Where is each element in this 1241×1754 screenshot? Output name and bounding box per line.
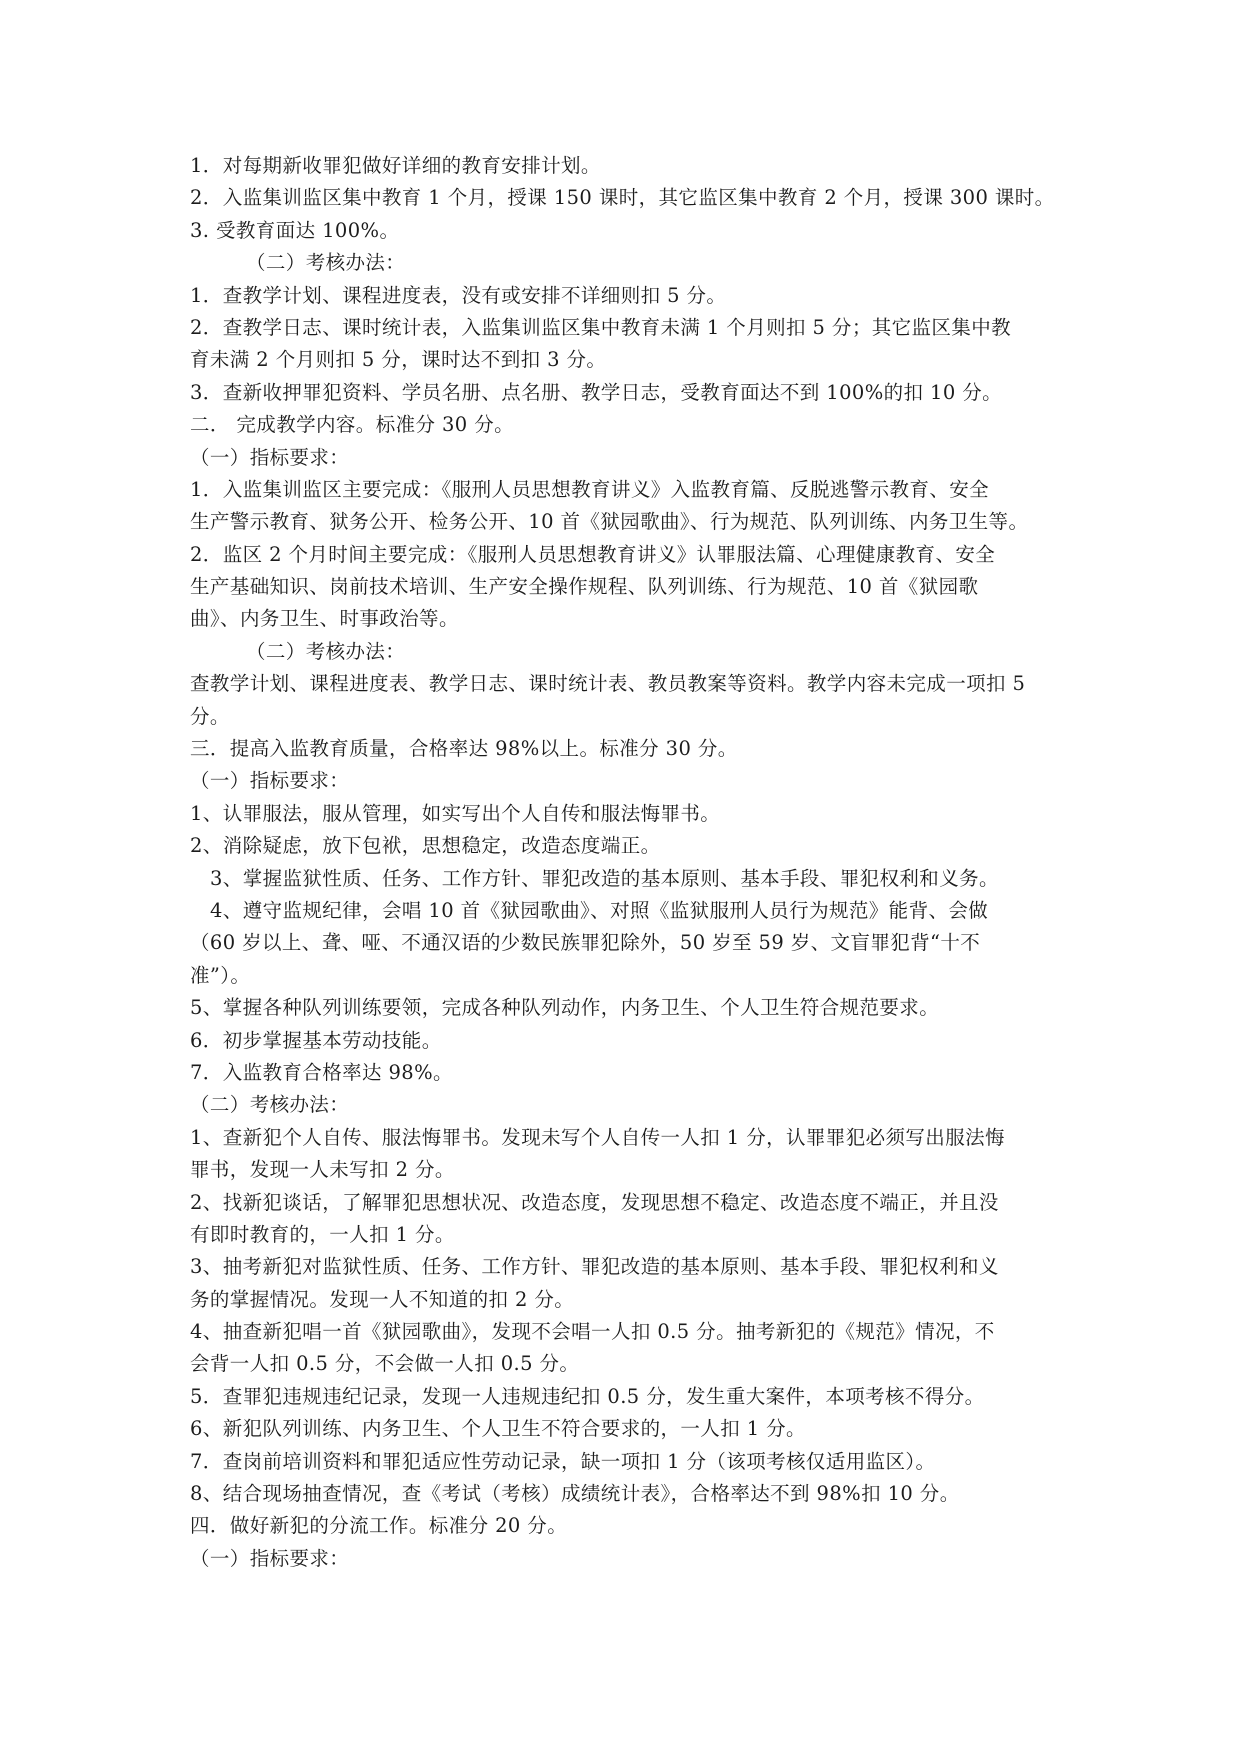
section-heading: 四．做好新犯的分流工作。标准分 20 分。 (190, 1514, 568, 1538)
text-line: 罪书，发现一人未写扣 2 分。 (190, 1158, 455, 1182)
text-line: 2．监区 2 个月时间主要完成：《服刑人员思想教育讲义》认罪服法篇、心理健康教育、安全 (190, 542, 996, 566)
text-line: 3．查新收押罪犯资料、学员名册、点名册、教学日志，受教育面达不到 100%的扣 10 分。 (190, 380, 1003, 404)
text-line: 2、消除疑虑，放下包袱，思想稳定，改造态度端正。 (190, 834, 661, 858)
section-subheading: （一）指标要求： (190, 769, 350, 793)
text-line: 5、掌握各种队列训练要领，完成各种队列动作，内务卫生、个人卫生符合规范要求。 (190, 996, 940, 1020)
text-line: 会背一人扣 0.5 分，不会做一人扣 0.5 分。 (190, 1352, 580, 1376)
text-line: 3. 受教育面达 100%。 (190, 218, 400, 242)
text-line: 务的掌握情况。发现一人不知道的扣 2 分。 (190, 1287, 575, 1311)
document-body (190, 150, 1070, 1575)
section-subheading: （二）考核办法： (246, 639, 406, 663)
text-line: 曲》、内务卫生、时事政治等。 (190, 607, 459, 631)
section-subheading: （一）指标要求： (190, 1546, 350, 1570)
text-line: 2．查教学日志、课时统计表，入监集训监区集中教育未满 1 个月则扣 5 分；其它监区集中教 (190, 315, 1012, 339)
text-line: 育未满 2 个月则扣 5 分，课时达不到扣 3 分。 (190, 348, 607, 372)
text-line: 生产警示教育、狱务公开、检务公开、10 首《狱园歌曲》、行为规范、队列训练、内务卫生等。 (190, 510, 1029, 534)
text-line: 1．对每期新收罪犯做好详细的教育安排计划。 (190, 154, 601, 177)
text-line: 4、遵守监规纪律，会唱 10 首《狱园歌曲》、对照《监狱服刑人员行为规范》能背、会做 (210, 898, 989, 922)
section-heading: 二． 完成教学内容。标准分 30 分。 (190, 413, 515, 437)
section-subheading: （二）考核办法： (246, 251, 406, 275)
text-line: 准”）。 (190, 963, 251, 987)
text-line: 6、新犯队列训练、内务卫生、个人卫生不符合要求的，一人扣 1 分。 (190, 1417, 806, 1441)
text-line: 有即时教育的，一人扣 1 分。 (190, 1222, 455, 1246)
text-line: 分。 (190, 704, 230, 728)
text-line: （60 岁以上、聋、哑、不通汉语的少数民族罪犯除外，50 岁至 59 岁、文盲罪犯背“十不 (190, 931, 981, 955)
text-line: 3、掌握监狱性质、任务、工作方针、罪犯改造的基本原则、基本手段、罪犯权利和义务。 (210, 866, 999, 890)
text-line: 1、认罪服法，服从管理，如实写出个人自传和服法悔罪书。 (190, 801, 721, 825)
section-heading: 三．提高入监教育质量，合格率达 98%以上。标准分 30 分。 (190, 737, 738, 761)
text-line: 6．初步掌握基本劳动技能。 (190, 1028, 442, 1052)
section-subheading: （二）考核办法： (190, 1093, 350, 1117)
text-line: 7．入监教育合格率达 98%。 (190, 1060, 453, 1084)
text-line: 8、结合现场抽查情况，查《考试（考核）成绩统计表》，合格率达不到 98%扣 10 分。 (190, 1482, 960, 1506)
text-line: 7．查岗前培训资料和罪犯适应性劳动记录，缺一项扣 1 分（该项考核仅适用监区）。 (190, 1449, 936, 1473)
text-line: 1．入监集训监区主要完成：《服刑人员思想教育讲义》入监教育篇、反脱逃警示教育、安全 (190, 477, 990, 501)
text-line: 1．查教学计划、课程进度表，没有或安排不详细则扣 5 分。 (190, 283, 727, 307)
text-line: 3、抽考新犯对监狱性质、任务、工作方针、罪犯改造的基本原则、基本手段、罪犯权利和义 (190, 1255, 999, 1279)
text-line: 2．入监集训监区集中教育 1 个月，授课 150 课时，其它监区集中教育 2 个月，授课 300 课时。 (190, 186, 1055, 210)
section-subheading: （一）指标要求： (190, 445, 350, 469)
text-line: 4、抽查新犯唱一首《狱园歌曲》，发现不会唱一人扣 0.5 分。抽考新犯的《规范》情况，不 (190, 1320, 995, 1344)
text-line: 5．查罪犯违规违纪记录，发现一人违规违纪扣 0.5 分，发生重大案件，本项考核不得分。 (190, 1384, 985, 1408)
text-line: 查教学计划、课程进度表、教学日志、课时统计表、教员教案等资料。教学内容未完成一项扣 5 (190, 672, 1026, 696)
text-line: 2、找新犯谈话，了解罪犯思想状况、改造态度，发现思想不稳定、改造态度不端正，并且没 (190, 1190, 999, 1214)
text-line: 1、查新犯个人自传、服法悔罪书。发现未写个人自传一人扣 1 分，认罪罪犯必须写出服法悔 (190, 1125, 1005, 1149)
text-line: 生产基础知识、岗前技术培训、生产安全操作规程、队列训练、行为规范、10 首《狱园歌 (190, 575, 979, 599)
